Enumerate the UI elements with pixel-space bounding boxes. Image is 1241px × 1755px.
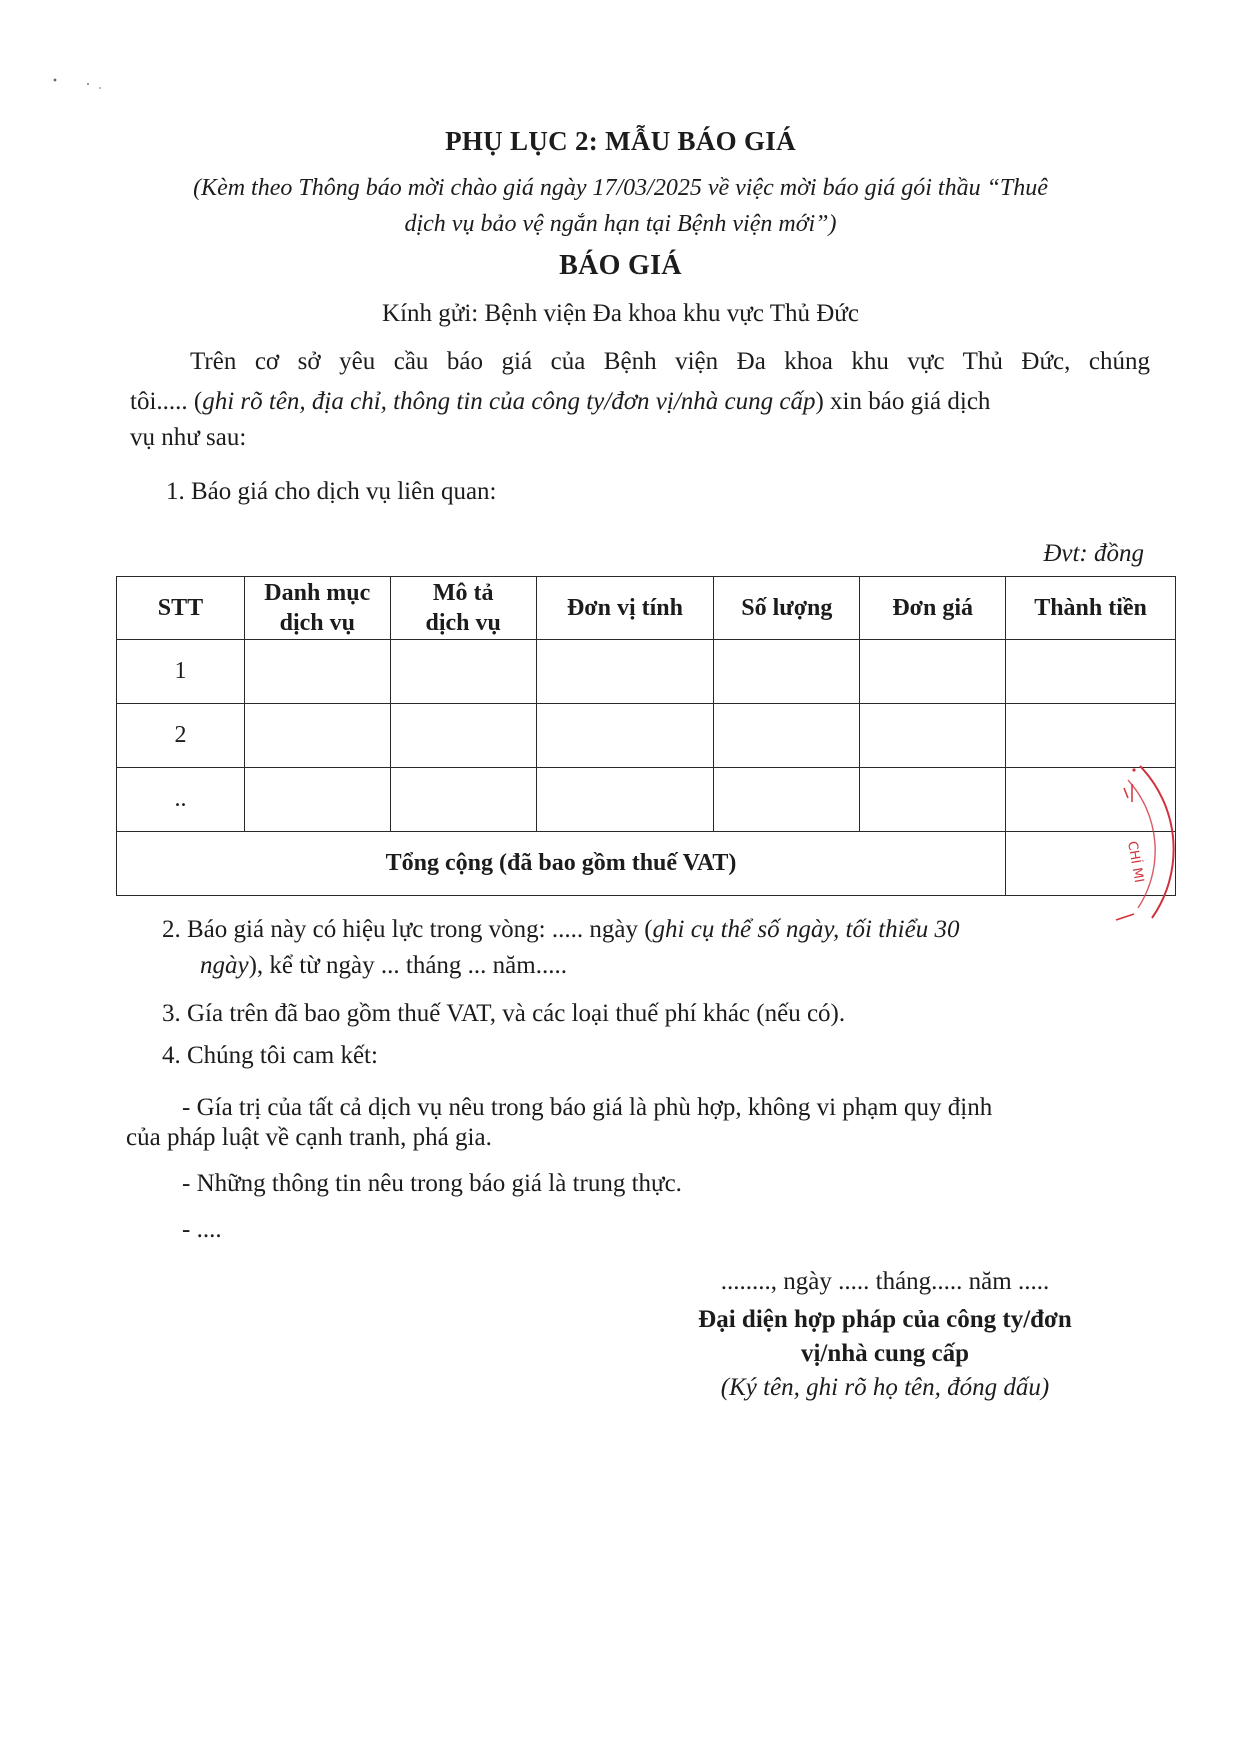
header-mo-ta-line1: Mô tả: [432, 580, 494, 606]
quote-table: [116, 576, 1176, 896]
document-title: BÁO GIÁ: [559, 250, 682, 281]
table-cell: [536, 704, 714, 768]
intro-line2-suffix: ) xin báo giá dịch: [815, 388, 991, 415]
header-danh-muc-line1: Danh mục: [264, 580, 371, 606]
unit-note: Đvt: đồng: [1043, 540, 1144, 567]
section2-line1: [162, 912, 959, 948]
intro-line2-italic: ghi rõ tên, địa chỉ, thông tin của công ty/đơn vị/nhà cung cấp: [202, 388, 816, 415]
table-cell: [1006, 640, 1176, 704]
addressee: Kính gửi: Bệnh viện Đa khoa khu vực Thủ Đức: [382, 300, 859, 327]
header-don-gia: Đơn giá: [860, 577, 1006, 640]
table-cell: [244, 704, 390, 768]
commitment-3: - ....: [182, 1216, 222, 1243]
section1-label: 1. Báo giá cho dịch vụ liên quan:: [166, 478, 497, 505]
header-don-vi-tinh: Đơn vị tính: [536, 577, 714, 640]
row-stt: 2: [117, 704, 245, 768]
intro-line1: Trên cơ sở yêu cầu báo giá của Bệnh viện Đa khoa khu vực Thủ Đức, chúng: [190, 348, 1150, 375]
table-cell: [714, 704, 860, 768]
appendix-subtitle-line2: dịch vụ bảo vệ ngắn hạn tại Bệnh viện mới”): [404, 211, 837, 237]
table-cell: [244, 768, 390, 832]
header-mo-ta: [390, 577, 536, 640]
table-total-row: [117, 832, 1176, 896]
table-cell: [860, 704, 1006, 768]
table-cell: [714, 640, 860, 704]
total-label: Tổng cộng (đã bao gồm thuế VAT): [117, 832, 1006, 896]
signature-representative-line1: Đại diện hợp pháp của công ty/đơn: [698, 1306, 1072, 1333]
red-stamp-fragment: [1124, 758, 1210, 928]
table-cell: [860, 768, 1006, 832]
header-so-luong: Số lượng: [714, 577, 860, 640]
signature-date-line: ........, ngày ..... tháng..... năm .....: [720, 1268, 1050, 1295]
section2-line2-italic: ngày: [200, 952, 249, 979]
table-cell: [536, 640, 714, 704]
row-stt: 1: [117, 640, 245, 704]
intro-line3: vụ như sau:: [130, 424, 247, 451]
table-cell: [536, 768, 714, 832]
commitment-1-line1: - Gía trị của tất cả dịch vụ nêu trong báo giá là phù hợp, không vi phạm quy định: [182, 1094, 993, 1121]
table-row: [117, 768, 1176, 832]
table-cell: [390, 768, 536, 832]
signature-instruction: (Ký tên, ghi rõ họ tên, đóng dấu): [720, 1374, 1050, 1401]
appendix-subtitle-line1: (Kèm theo Thông báo mời chào giá ngày 17/03/2025 về việc mời báo giá gói thầu “Thuê: [193, 175, 1048, 201]
table-cell: [244, 640, 390, 704]
table-row: [117, 704, 1176, 768]
table-row: [117, 640, 1176, 704]
intro-line2-prefix: tôi..... (: [130, 388, 203, 415]
header-thanh-tien: Thành tiền: [1006, 577, 1176, 640]
appendix-title: PHỤ LỤC 2: MẪU BÁO GIÁ: [445, 126, 796, 156]
header-danh-muc: [244, 577, 390, 640]
table-cell: [390, 704, 536, 768]
header-mo-ta-line2: dịch vụ: [425, 610, 501, 636]
table-header-row: [117, 577, 1176, 640]
scan-specks: [52, 72, 112, 92]
section2-line1-prefix: 2. Báo giá này có hiệu lực trong vòng: ..... ngày (: [162, 916, 653, 943]
table-cell: [860, 640, 1006, 704]
commitment-2: - Những thông tin nêu trong báo giá là trung thực.: [182, 1170, 682, 1197]
table-cell: [390, 640, 536, 704]
signature-representative-line2: vị/nhà cung cấp: [800, 1340, 970, 1367]
header-danh-muc-line2: dịch vụ: [279, 610, 355, 636]
section2-line1-italic: ghi cụ thể số ngày, tối thiểu 30: [652, 916, 960, 943]
row-stt: ..: [117, 768, 245, 832]
intro-line2: [130, 384, 1150, 420]
table-cell: [714, 768, 860, 832]
commitment-1-line2: của pháp luật về cạnh tranh, phá gia.: [126, 1124, 492, 1151]
section2-line2-suffix: ), kể từ ngày ... tháng ... năm.....: [248, 952, 567, 979]
section4-label: 4. Chúng tôi cam kết:: [162, 1042, 378, 1069]
svg-text:CHÍ MI: CHÍ MI: [1124, 840, 1147, 884]
section3-text: 3. Gía trên đã bao gồm thuế VAT, và các loại thuế phí khác (nếu có).: [162, 1000, 846, 1027]
header-stt: STT: [117, 577, 245, 640]
section2-line2: [200, 948, 567, 984]
